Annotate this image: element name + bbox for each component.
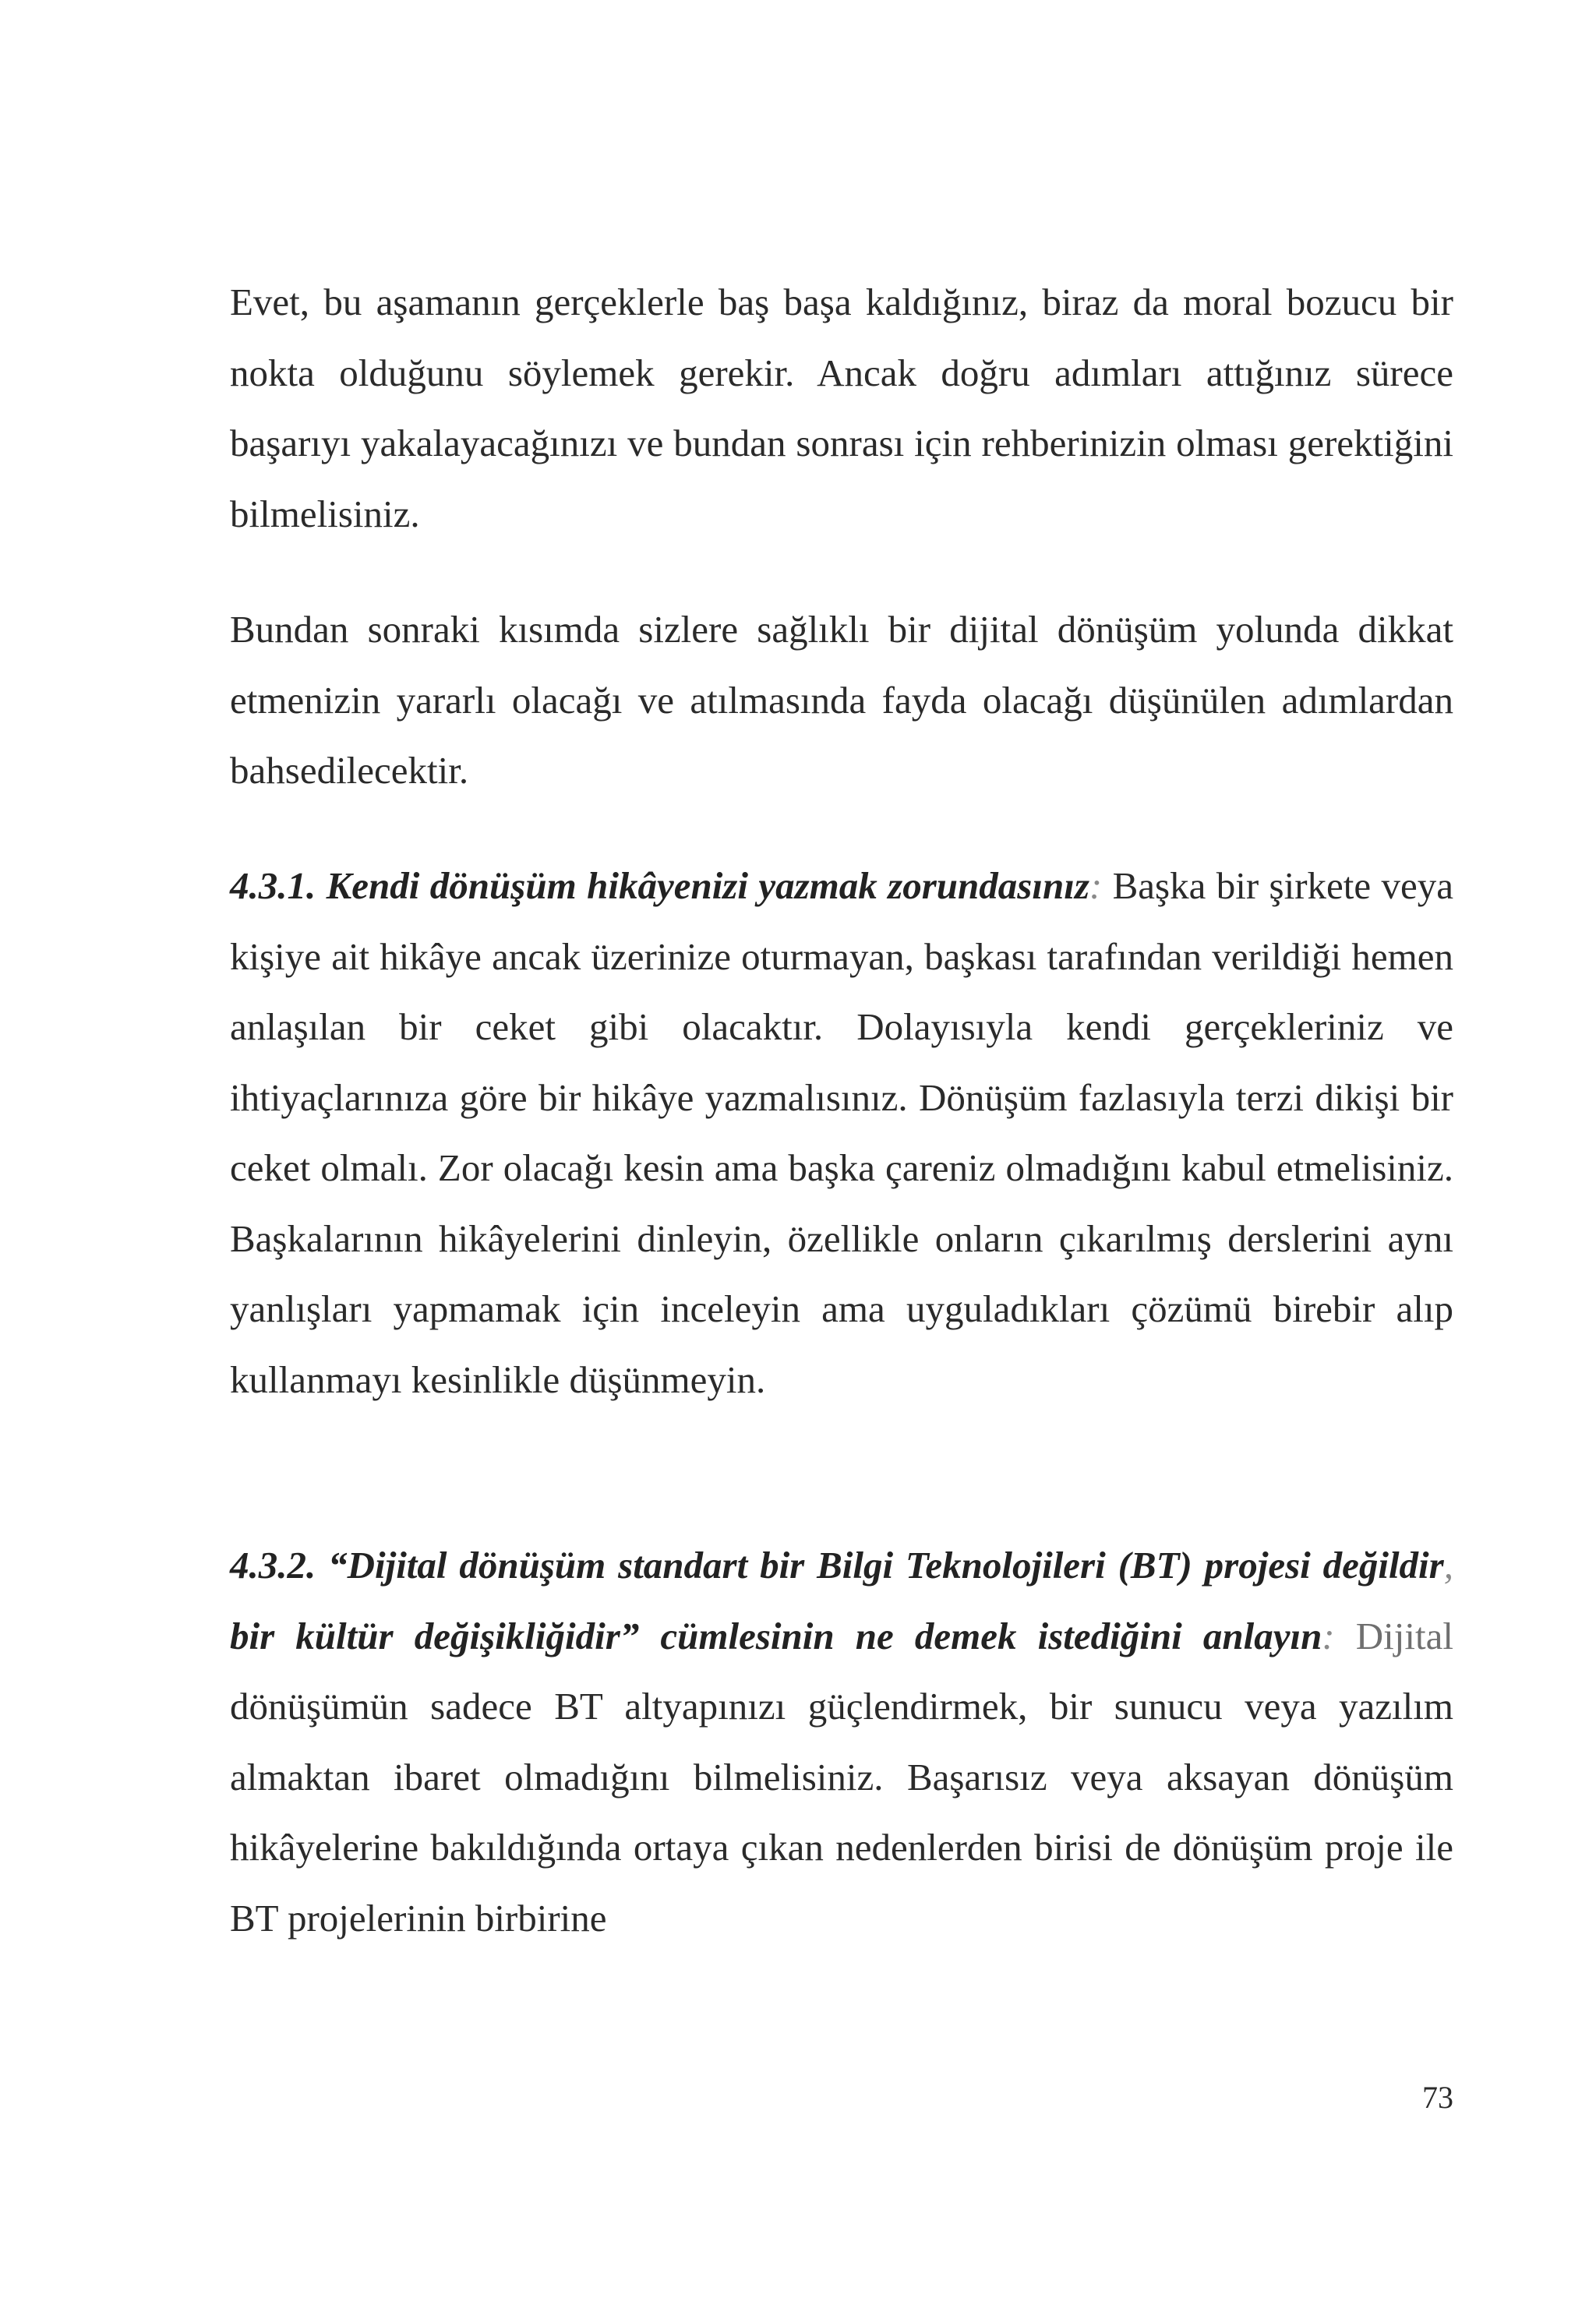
section-4-3-2-comma: , bbox=[1443, 1544, 1453, 1587]
section-4-3-2-body: dönüşümün sadece BT altyapınızı güçlendirmek, bir sunucu veya yazılım almaktan ibaret olmadığını bilmelisiniz. Başarısız veya aksayan dönüşüm hikâyelerine bakıldığında ortaya çıkan nedenlerden birisi de dönüşüm proje ile BT projelerinin birbirine bbox=[230, 1685, 1453, 1940]
section-4-3-2-heading-part-a: 4.3.2. “Dijital dönüşüm standart bir Bilgi Teknolojileri (BT) projesi değildir bbox=[230, 1544, 1444, 1587]
section-4-3-1-body: Başka bir şirkete veya kişiye ait hikâye ancak üzerinize oturmayan, başkası tarafından verildiği hemen anlaşılan bir ceket gibi olacaktır. Dolayısıyla kendi gerçekleriniz ve ihtiyaçlarınıza göre bir hikâye yazmalısınız. Dönüşüm fazlasıyla terzi dikişi bir ceket olmalı. Zor olacağı kesin ama başka çareniz olmadığını kabul etmelisiniz. Başkalarının hikâyelerini dinleyin, özellikle onların çıkarılmış derslerini aynı yanlışları yapmamak için inceleyin ama uyguladıkları çözümü birebir alıp kullanmayı kesinlikle düşünmeyin. bbox=[230, 864, 1453, 1401]
section-4-3-1 bbox=[230, 851, 1453, 1415]
section-4-3-2-colon: : bbox=[1322, 1614, 1335, 1657]
paragraph-next-steps bbox=[230, 595, 1453, 807]
paragraph-intro-text: Evet, bu aşamanın gerçeklerle baş başa kaldığınız, biraz da moral bozucu bir nokta olduğunu söylemek gerekir. Ancak doğru adımları attığınız sürece başarıyı yakalayacağınızı ve bundan sonrası için rehberinizin olması gerektiğini bilmelisiniz. bbox=[230, 281, 1453, 535]
page-number: 73 bbox=[1422, 2080, 1453, 2115]
section-4-3-2-light-word: Dijital bbox=[1334, 1614, 1453, 1657]
paragraph-next-steps-text: Bundan sonraki kısımda sizlere sağlıklı bir dijital dönüşüm yolunda dikkat etmenizin yararlı olacağı ve atılmasında fayda olacağı düşünülen adımlardan bahsedilecektir. bbox=[230, 608, 1453, 792]
section-4-3-2 bbox=[230, 1530, 1453, 1954]
section-4-3-1-colon: : bbox=[1089, 864, 1103, 907]
section-4-3-2-heading-part-b: bir kültür değişikliğidir” cümlesinin ne demek istediğini anlayın bbox=[230, 1614, 1322, 1657]
paragraph-intro bbox=[230, 267, 1453, 549]
section-4-3-1-heading: 4.3.1. Kendi dönüşüm hikâyenizi yazmak zorundasınız bbox=[230, 864, 1089, 907]
